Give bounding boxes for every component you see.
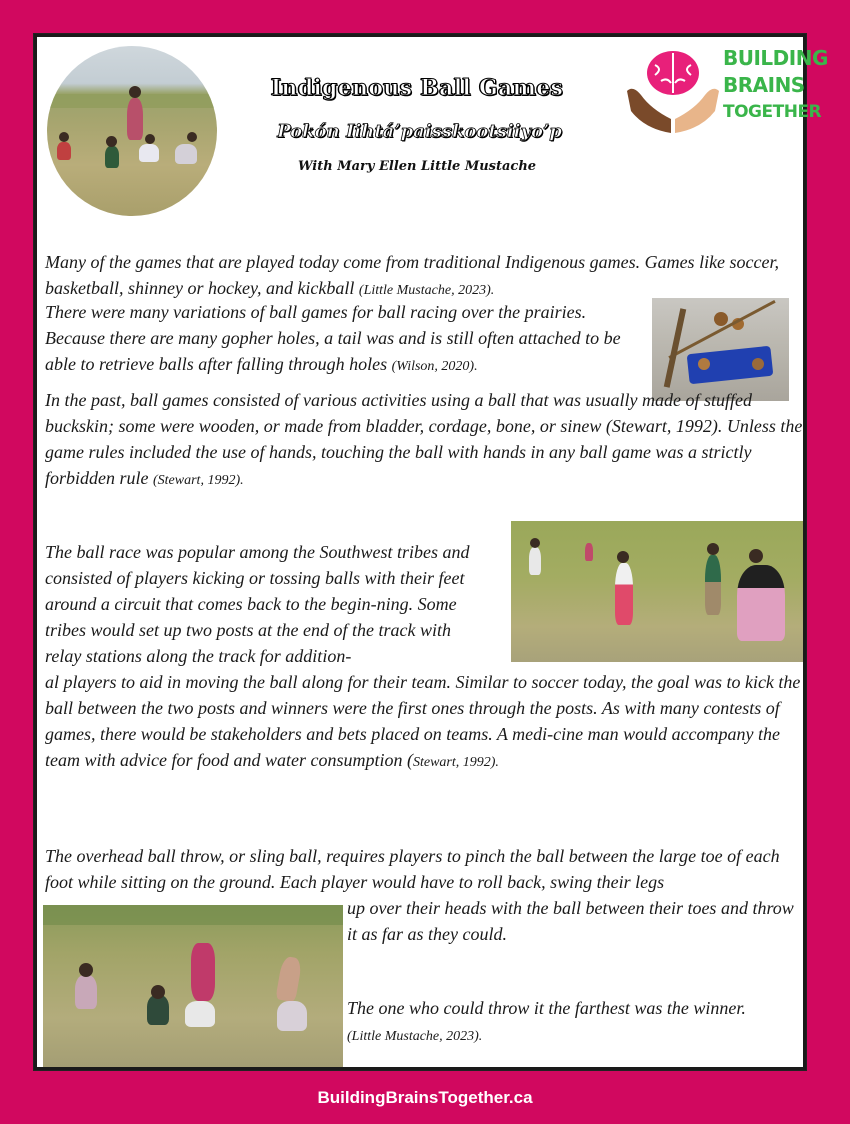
page-subtitle: Pokón Iihtá’paisskootsiiyo’p xyxy=(277,121,562,142)
paragraph-ball-racing xyxy=(45,299,645,380)
paragraph-winner-text: The one who could throw it the farthest was the winner. xyxy=(347,998,746,1018)
paragraph-ball-race-text: The ball race was popular among the Southwest tribes and consisted of players kicking or tossing balls with their feet around a circuit that comes back to the begin-ning. Some tribes would set up two posts at the end of the track with relay stations along the track for addition- xyxy=(45,542,470,666)
paragraph-ball-race xyxy=(45,539,487,669)
ball-artifacts-photo xyxy=(652,298,789,401)
paragraph-ball-race-continued xyxy=(45,669,805,776)
building-brains-together-logo xyxy=(625,45,828,135)
paragraph-intro-text: Many of the games that are played today come from traditional Indigenous games. Games like soccer, basketball, shinney or hockey, and kickball xyxy=(45,252,780,298)
paragraph-sling-ball-continued xyxy=(347,895,799,947)
citation: (Wilson, 2020). xyxy=(391,359,478,374)
paragraph-sling-ball-cont-text: up over their heads with the ball between their toes and throw it as far as they could. xyxy=(347,898,794,944)
page-title: Indigenous Ball Games xyxy=(270,75,564,101)
paragraph-ball-racing-text: There were many variations of ball games for ball racing over the prairies. Because there are many gopher holes, a tail was and is still often attached to be able to retrieve balls after falling through holes xyxy=(45,302,621,374)
footer-url[interactable]: BuildingBrainsTogether.ca xyxy=(317,1088,533,1107)
logo-line-1: BUILDING xyxy=(723,46,828,70)
paragraph-winner xyxy=(347,995,803,1050)
logo-line-2: BRAINS xyxy=(723,73,805,97)
logo-wordmark xyxy=(723,45,828,126)
paragraph-ball-materials-text: In the past, ball games consisted of various activities using a ball that was usually made of stuffed buckskin; some were wooden, or made from bladder, cordage, bone, or sinew (Stewart, 1992). Unless the game rules included the use of hands, touching the ball with hands in any ball game was a strictly forbidden rule xyxy=(45,390,803,488)
citation: (Stewart, 1992). xyxy=(153,473,244,488)
brain-hands-icon xyxy=(625,45,721,135)
citation: (Little Mustache, 2023). xyxy=(358,283,495,298)
paragraph-sling-ball-text: The overhead ball throw, or sling ball, requires players to pinch the ball between the large toe of each foot while sitting on the ground. Each player would have to roll back, swing their legs xyxy=(45,846,780,892)
citation: (Little Mustache, 2023). xyxy=(347,1029,483,1044)
paragraph-ball-materials xyxy=(45,387,805,494)
paragraph-ball-race-cont-text: al players to aid in moving the ball along for their team. Similar to soccer today, the goal was to kick the ball between the two posts and winners were the first ones through the posts. As with many contests of games, there would be stakeholders and bets placed on teams. A medi-cine man would accompany the team with advice for food and water consumption ( xyxy=(45,672,801,770)
paragraph-intro xyxy=(45,249,801,304)
paragraph-sling-ball xyxy=(45,843,805,895)
children-kicking-ball-photo xyxy=(511,521,803,662)
page xyxy=(34,34,828,1070)
logo-line-3: TOGETHER xyxy=(723,102,822,122)
byline: With Mary Ellen Little Mustache xyxy=(297,159,537,174)
circle-photo xyxy=(47,46,217,216)
citation: Stewart, 1992). xyxy=(412,755,499,770)
sling-ball-photo xyxy=(43,905,343,1067)
